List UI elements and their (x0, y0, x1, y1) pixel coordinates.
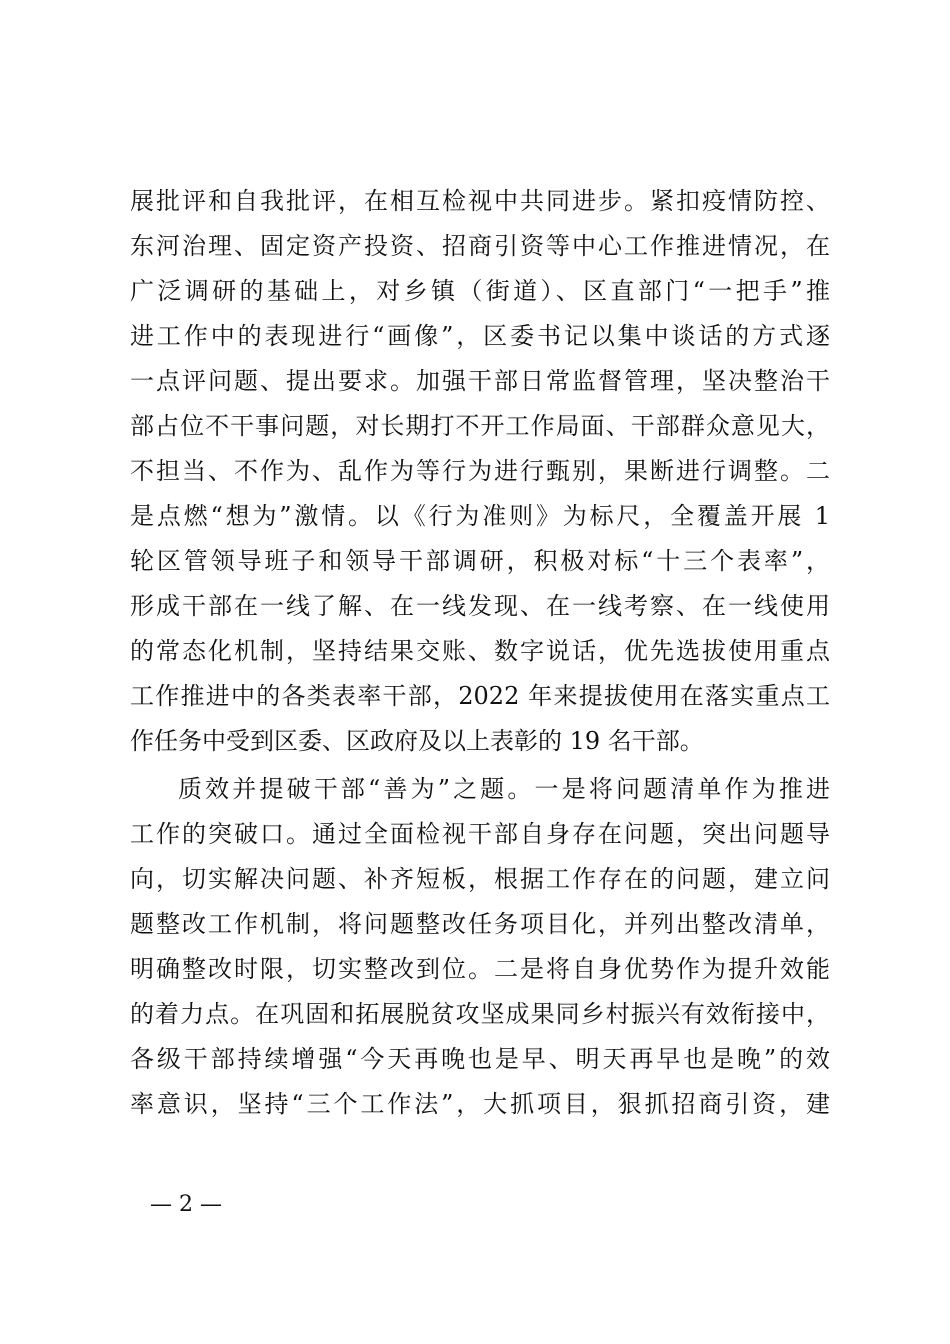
text-line: 工作的突破口。通过全面检视干部自身存在问题，突出问题导 (130, 820, 830, 848)
page-number: — 2 — (150, 1192, 222, 1217)
text-line: 题整改工作机制，将问题整改任务项目化，并列出整改清单， (130, 910, 830, 938)
body-text (130, 179, 830, 1127)
text-line: 率意识，坚持“三个工作法”，大抓项目，狠抓招商引资，建 (130, 1090, 830, 1118)
text-line: 是点燃“想为”激情。以《行为准则》为标尺，全覆盖开展 1 (130, 502, 830, 530)
text-line: 明确整改时限，切实整改到位。二是将自身优势作为提升效能 (130, 955, 830, 983)
text-line: 东河治理、固定资产投资、招商引资等中心工作推进情况，在 (130, 232, 830, 260)
text-line: 工作推进中的各类表率干部，2022 年来提拔使用在落实重点工 (130, 682, 830, 710)
text-line: 质效并提破干部“善为”之题。一是将问题清单作为推进 (178, 775, 830, 803)
text-line: 轮区管领导班子和领导干部调研，积极对标“十三个表率”， (130, 547, 830, 575)
text-line: 一点评问题、提出要求。加强干部日常监督管理，坚决整治干 (130, 367, 830, 395)
text-line: 形成干部在一线了解、在一线发现、在一线考察、在一线使用 (130, 592, 830, 620)
paragraph-2 (130, 767, 830, 1127)
text-line: 的着力点。在巩固和拓展脱贫攻坚成果同乡村振兴有效衔接中， (130, 1000, 830, 1028)
text-line: 作任务中受到区委、区政府及以上表彰的 19 名干部。 (130, 727, 704, 755)
text-line: 广泛调研的基础上，对乡镇（街道）、区直部门“一把手”推 (130, 277, 830, 305)
text-line: 进工作中的表现进行“画像”，区委书记以集中谈话的方式逐 (130, 322, 830, 350)
text-line: 向，切实解决问题、补齐短板，根据工作存在的问题，建立问 (130, 865, 830, 893)
text-line: 部占位不干事问题，对长期打不开工作局面、干部群众意见大， (130, 412, 830, 440)
text-line: 各级干部持续增强“今天再晚也是早、明天再早也是晚”的效 (130, 1045, 830, 1073)
paragraph-1 (130, 179, 830, 764)
text-line: 展批评和自我批评，在相互检视中共同进步。紧扣疫情防控、 (130, 187, 830, 215)
text-line: 的常态化机制，坚持结果交账、数字说话，优先选拔使用重点 (130, 637, 830, 665)
text-line: 不担当、不作为、乱作为等行为进行甄别，果断进行调整。二 (130, 457, 830, 485)
